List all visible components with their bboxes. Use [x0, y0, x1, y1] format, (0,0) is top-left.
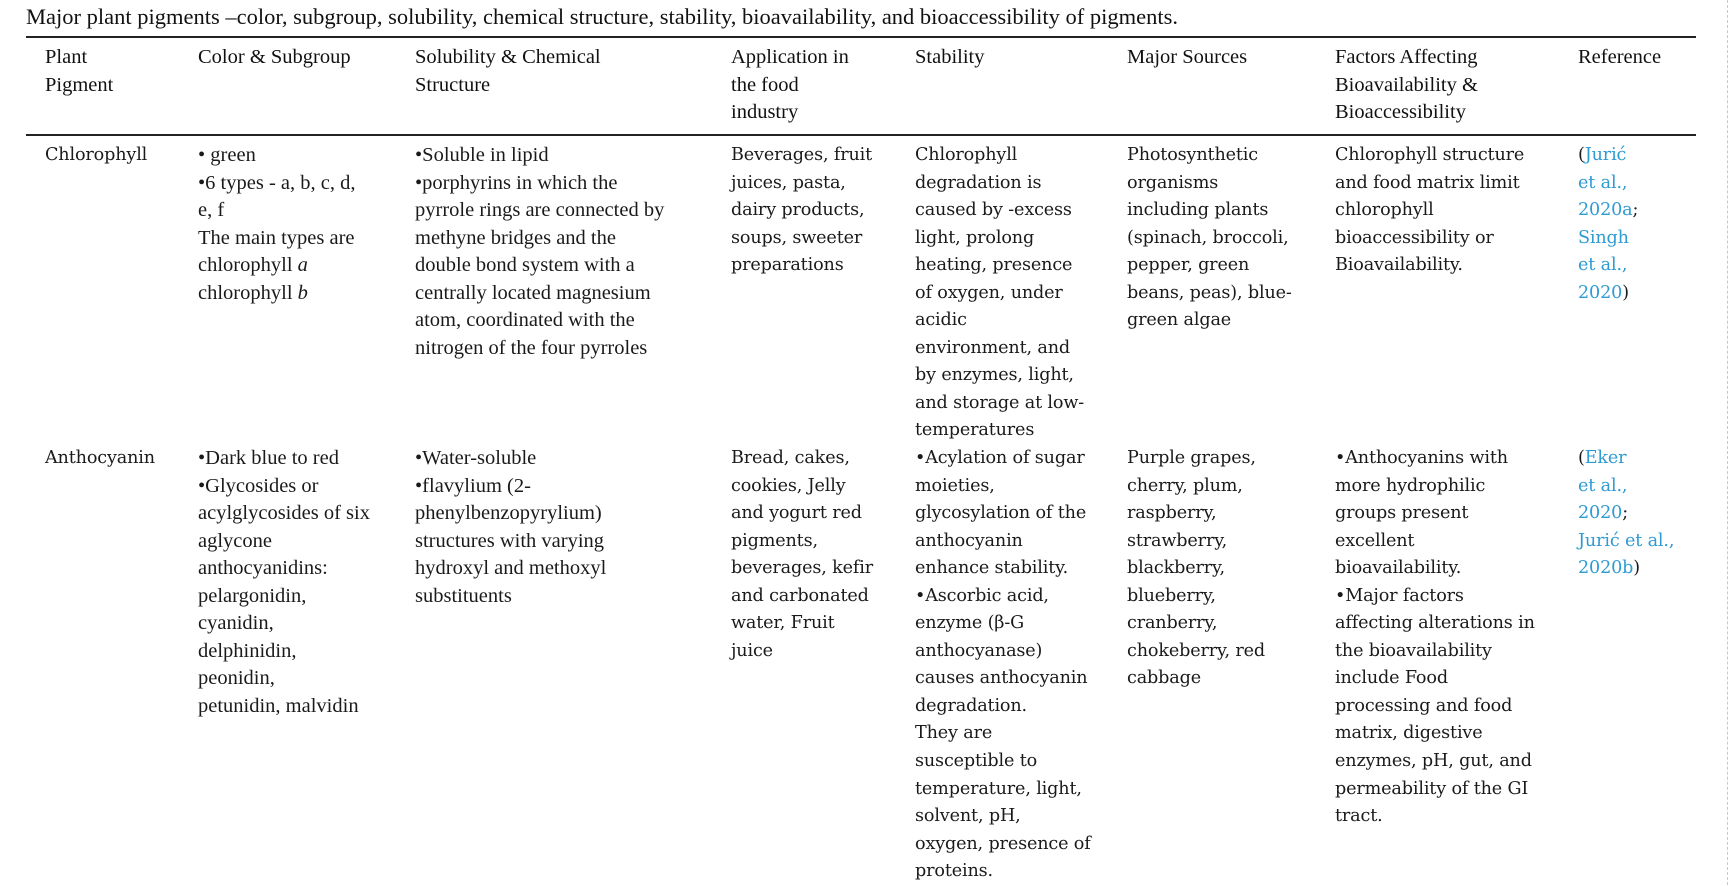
cell-line — [415, 280, 664, 308]
cell-text: cherry, plum, — [1127, 475, 1243, 496]
cell-line — [915, 776, 1091, 804]
cell-text: cabbage — [1127, 668, 1201, 689]
header-reference — [1578, 44, 1661, 72]
cell-text: chlorophyll — [1335, 200, 1434, 221]
cell-line — [731, 445, 873, 473]
cell-line — [1127, 638, 1265, 666]
cell-line — [1127, 445, 1265, 473]
cell-line — [915, 225, 1084, 253]
cell-line — [915, 252, 1084, 280]
cell-text: environment, and — [915, 337, 1071, 358]
cell-text: methyne bridges and the — [415, 226, 616, 249]
reference-link[interactable]: Jurić — [1584, 145, 1627, 165]
cell-text: water, Fruit — [731, 613, 835, 634]
reference-link[interactable]: 2020 — [1578, 282, 1623, 303]
header-line: Plant — [45, 46, 88, 68]
header-line: Application in — [731, 46, 849, 68]
factors-bioavailability-cell — [1335, 142, 1524, 280]
cell-line — [1127, 225, 1292, 253]
cell-text: pyrrole rings are connected by — [415, 199, 665, 222]
cell-line — [1127, 583, 1265, 611]
color-subgroup-cell — [198, 445, 370, 720]
pigment-name: Anthocyanin — [45, 448, 155, 468]
header-line: the food — [731, 73, 799, 96]
cell-line — [915, 445, 1091, 473]
cell-text: and carbonated — [731, 585, 869, 606]
cell-line — [198, 528, 370, 556]
reference-link[interactable]: et al., — [1578, 255, 1628, 276]
cell-text: substituents — [415, 584, 512, 607]
cell-line — [198, 500, 370, 528]
header-line: Stability — [915, 46, 985, 68]
cell-line — [1127, 665, 1265, 693]
cell-text: organisms — [1127, 172, 1219, 193]
cell-line — [1127, 528, 1265, 556]
cell-line — [1335, 500, 1535, 528]
cell-text: and yogurt red — [731, 503, 862, 524]
cell-line — [198, 445, 370, 473]
cell-text: •Glycosides or — [198, 474, 319, 497]
application-cell — [731, 142, 872, 280]
cell-text: temperature, light, — [915, 778, 1082, 799]
cell-line — [1127, 473, 1265, 501]
cell-line — [731, 252, 872, 280]
solubility-structure-cell — [415, 445, 606, 610]
header-line: Color & Subgroup — [198, 46, 351, 68]
cell-line — [1335, 803, 1535, 831]
header-plant-pigment — [45, 44, 113, 99]
cell-text: blueberry, — [1127, 585, 1216, 606]
cell-text: raspberry, — [1127, 503, 1217, 524]
cell-line — [731, 610, 873, 638]
cell-text: • green — [198, 144, 256, 166]
cell-text: acylglycosides of six — [198, 502, 370, 525]
header-factors-bioavailability — [1335, 44, 1478, 127]
header-line: Factors Affecting — [1335, 46, 1478, 68]
cell-text: •Dark blue to red — [198, 447, 339, 469]
cell-text: beverages, kefir — [731, 558, 874, 579]
reference-link[interactable]: Jurić et al., — [1578, 530, 1675, 551]
italic-variant-letter: a — [297, 254, 308, 277]
cell-text: structures with varying — [415, 529, 605, 552]
cell-line — [915, 858, 1091, 886]
cell-line — [198, 473, 370, 501]
cell-text: tract. — [1335, 806, 1383, 827]
cell-text: excellent — [1335, 530, 1415, 551]
cell-text: degradation. — [915, 695, 1028, 716]
cell-text: hydroxyl and methoxyl — [415, 557, 607, 580]
cell-text: e, f — [198, 199, 225, 222]
cell-line — [1335, 610, 1535, 638]
cell-text: matrix, digestive — [1335, 723, 1483, 744]
cell-line — [198, 197, 355, 225]
reference-line — [1578, 225, 1638, 253]
cell-line — [915, 528, 1091, 556]
cell-line — [731, 583, 873, 611]
cell-text: blackberry, — [1127, 558, 1225, 579]
cell-line — [731, 225, 872, 253]
cell-line — [915, 803, 1091, 831]
cell-text: by enzymes, light, — [915, 365, 1074, 386]
cell-line — [1335, 665, 1535, 693]
major-sources-cell — [1127, 445, 1265, 693]
cell-text: caused by -excess — [915, 200, 1072, 221]
cell-text: •6 types - a, b, c, d, — [198, 171, 356, 194]
reference-line — [1578, 197, 1638, 225]
cell-line — [1335, 142, 1524, 170]
cell-line — [415, 445, 606, 473]
pigment-name: Chlorophyll — [45, 145, 148, 165]
stability-cell — [915, 445, 1091, 886]
cell-text: solvent, pH, — [915, 806, 1021, 827]
color-subgroup-cell — [198, 142, 355, 307]
cell-line — [415, 142, 664, 170]
cell-text: •Water-soluble — [415, 447, 537, 469]
cell-text: pelargonidin, — [198, 584, 307, 607]
cell-text: centrally located magnesium — [415, 281, 651, 304]
cell-text: permeability of the GI — [1335, 778, 1529, 799]
cell-line — [915, 693, 1091, 721]
cell-line — [1127, 197, 1292, 225]
header-line: Bioaccessibility — [1335, 101, 1466, 123]
cell-text: Bioavailability. — [1335, 255, 1463, 276]
header-line: Bioavailability & — [1335, 73, 1478, 96]
cell-line — [915, 390, 1084, 418]
cell-line — [1335, 748, 1535, 776]
cell-line — [915, 335, 1084, 363]
cell-text: bioavailability. — [1335, 558, 1462, 579]
header-line: Pigment — [45, 73, 114, 96]
cell-line — [915, 583, 1091, 611]
cell-line — [415, 170, 664, 198]
cell-text: cyanidin, — [198, 612, 274, 635]
cell-line — [415, 197, 664, 225]
cell-line — [198, 665, 370, 693]
reference-punctuation: ) — [1622, 282, 1629, 303]
cell-text: preparations — [731, 255, 844, 276]
reference-punctuation: ; — [1632, 200, 1639, 221]
cell-text: cookies, Jelly — [731, 475, 846, 496]
cell-line — [198, 170, 355, 198]
cell-text: phenylbenzopyrylium) — [415, 502, 602, 525]
cell-line — [415, 555, 606, 583]
factors-bioavailability-cell — [1335, 445, 1535, 831]
cell-line — [915, 500, 1091, 528]
cell-line — [1335, 528, 1535, 556]
cell-line — [1335, 555, 1535, 583]
cell-line — [731, 555, 873, 583]
cell-text: enzyme (β-G — [915, 613, 1025, 634]
cell-text: Chlorophyll structure — [1335, 145, 1525, 165]
cell-line — [1335, 638, 1535, 666]
header-stability — [915, 44, 984, 72]
reference-link[interactable]: 2020b — [1578, 558, 1634, 579]
cell-line — [915, 417, 1084, 445]
table-top-rule — [26, 36, 1696, 38]
cell-line — [1335, 445, 1535, 473]
cell-text: petunidin, malvidin — [198, 694, 359, 717]
cell-text: •Soluble in lipid — [415, 144, 549, 166]
cell-line — [198, 583, 370, 611]
header-major-sources — [1127, 44, 1247, 72]
cell-text: Purple grapes, — [1127, 448, 1256, 468]
reference-punctuation: ( — [1578, 448, 1585, 468]
cell-line — [1335, 583, 1535, 611]
cell-text: and storage at low- — [915, 392, 1085, 413]
cell-text: susceptible to — [915, 751, 1038, 772]
cell-text: The main types are — [198, 226, 355, 249]
cell-text: juices, pasta, — [731, 172, 846, 193]
cell-text: pepper, green — [1127, 255, 1250, 276]
cell-text: pigments, — [731, 530, 818, 551]
cell-line — [198, 142, 355, 170]
cell-text: anthocyanidins: — [198, 557, 328, 580]
cell-line — [198, 693, 370, 721]
reference-link[interactable]: 2020 — [1578, 503, 1623, 524]
cell-text: delphinidin, — [198, 639, 297, 662]
cell-line — [415, 500, 606, 528]
cell-text: acidic — [915, 310, 967, 331]
cell-line — [1127, 170, 1292, 198]
cell-line — [915, 280, 1084, 308]
cell-line — [1335, 693, 1535, 721]
major-sources-cell — [1127, 142, 1292, 335]
cell-line — [1335, 252, 1524, 280]
cell-text: oxygen, presence of — [915, 833, 1091, 854]
reference-cell — [1578, 142, 1638, 307]
reference-link[interactable]: 2020a — [1578, 200, 1633, 221]
cell-line — [915, 748, 1091, 776]
cell-text: heating, presence — [915, 255, 1073, 276]
header-line: Major Sources — [1127, 46, 1248, 68]
cell-text: dairy products, — [731, 200, 865, 221]
cell-text: •Anthocyanins with — [1335, 448, 1508, 468]
cell-text: enhance stability. — [915, 558, 1069, 579]
cell-line — [415, 225, 664, 253]
cell-text: soups, sweeter — [731, 227, 863, 248]
cell-line — [731, 528, 873, 556]
stability-cell — [915, 142, 1084, 445]
reference-line — [1578, 528, 1674, 556]
cell-line — [1335, 197, 1524, 225]
cell-line — [1127, 307, 1292, 335]
cell-line — [731, 197, 872, 225]
cell-line — [915, 197, 1084, 225]
reference-line — [1578, 170, 1638, 198]
cell-text: the bioavailability — [1335, 640, 1492, 661]
reference-link[interactable]: Eker — [1584, 448, 1627, 468]
cell-text: aglycone — [198, 529, 272, 552]
cell-text: Photosynthetic — [1127, 145, 1258, 165]
header-application — [731, 44, 849, 127]
cell-line — [731, 170, 872, 198]
cell-text: bioaccessibility or — [1335, 227, 1494, 248]
cell-text: include Food — [1335, 668, 1448, 689]
cell-text: including plants — [1127, 200, 1269, 221]
solubility-structure-cell — [415, 142, 664, 362]
cell-line — [198, 638, 370, 666]
cell-line — [415, 307, 664, 335]
cell-text: light, prolong — [915, 227, 1035, 248]
cell-line — [915, 720, 1091, 748]
cell-text: green algae — [1127, 310, 1232, 331]
reference-line — [1578, 500, 1674, 528]
cell-line — [915, 555, 1091, 583]
cell-text: atom, coordinated with the — [415, 309, 635, 332]
reference-line — [1578, 142, 1638, 170]
cell-line — [1335, 225, 1524, 253]
cell-line — [415, 335, 664, 363]
table-caption: Major plant pigments –color, subgroup, solubility, chemical structure, stability, bioavailability, and bioaccessibility of pigments. — [26, 4, 1179, 29]
header-color-subgroup — [198, 44, 351, 72]
cell-line — [731, 500, 873, 528]
cell-text: double bond system with a — [415, 254, 635, 277]
reference-link[interactable]: et al., — [1578, 475, 1628, 496]
cell-text: proteins. — [915, 861, 993, 882]
cell-text: chlorophyll — [198, 281, 298, 304]
cell-text: anthocyanase) — [915, 640, 1043, 661]
italic-variant-letter: b — [297, 281, 308, 304]
header-line: Reference — [1578, 46, 1662, 68]
cell-line — [915, 142, 1084, 170]
cell-text: cranberry, — [1127, 613, 1218, 634]
reference-cell — [1578, 445, 1674, 583]
cell-line — [731, 473, 873, 501]
cell-text: juice — [731, 640, 773, 661]
header-line: Solubility & Chemical — [415, 46, 601, 68]
cell-line — [198, 610, 370, 638]
cell-line — [1335, 720, 1535, 748]
cell-line — [915, 665, 1091, 693]
reference-link[interactable]: Singh — [1578, 227, 1629, 248]
cell-line — [915, 473, 1091, 501]
cell-text: groups present — [1335, 503, 1469, 524]
cell-text: more hydrophilic — [1335, 475, 1486, 496]
cell-text: •Acylation of sugar — [915, 448, 1085, 468]
header-line: Structure — [415, 73, 491, 96]
application-cell — [731, 445, 873, 665]
reference-line — [1578, 445, 1674, 473]
table-header-rule — [26, 134, 1696, 136]
header-solubility-structure — [415, 44, 601, 99]
cell-line — [1335, 473, 1535, 501]
cell-line — [415, 528, 606, 556]
reference-line — [1578, 555, 1674, 583]
cell-line — [1127, 280, 1292, 308]
cell-text: Beverages, fruit — [731, 145, 873, 165]
cell-text: peonidin, — [198, 667, 275, 690]
cell-text: beans, peas), blue- — [1127, 282, 1292, 303]
reference-punctuation: ) — [1633, 558, 1641, 579]
cell-text: processing and food — [1335, 695, 1513, 716]
cell-text: They are — [915, 723, 993, 744]
cell-text: affecting alterations in — [1335, 613, 1535, 634]
reference-line — [1578, 473, 1674, 501]
cell-line — [731, 638, 873, 666]
cell-line — [915, 831, 1091, 859]
reference-line — [1578, 280, 1638, 308]
cell-line — [1127, 252, 1292, 280]
cell-line — [731, 142, 872, 170]
cell-line — [198, 225, 355, 253]
cell-text: anthocyanin — [915, 530, 1023, 551]
cell-text: temperatures — [915, 420, 1035, 441]
cell-line — [415, 473, 606, 501]
cell-text: and food matrix limit — [1335, 172, 1520, 193]
cell-text: glycosylation of the — [915, 503, 1087, 524]
cell-line — [198, 280, 355, 308]
reference-punctuation: ; — [1622, 503, 1628, 524]
cell-line — [1127, 610, 1265, 638]
cell-line — [1127, 500, 1265, 528]
cell-line — [1127, 142, 1292, 170]
cell-text: Bread, cakes, — [731, 448, 850, 468]
reference-line — [1578, 252, 1638, 280]
cell-line — [915, 307, 1084, 335]
cell-text: strawberry, — [1127, 530, 1228, 551]
cell-text: •flavylium (2- — [415, 474, 531, 497]
page-edge-divider — [1727, 0, 1728, 885]
cell-line — [915, 362, 1084, 390]
cell-text: •Ascorbic acid, — [915, 585, 1049, 606]
cell-text: causes anthocyanin — [915, 668, 1088, 689]
header-line: industry — [731, 101, 799, 123]
cell-text: chlorophyll — [198, 254, 298, 277]
cell-line — [915, 170, 1084, 198]
reference-link[interactable]: et al., — [1578, 172, 1628, 193]
cell-text: enzymes, pH, gut, and — [1335, 751, 1532, 772]
cell-text: (spinach, broccoli, — [1127, 227, 1289, 248]
cell-text: nitrogen of the four pyrroles — [415, 336, 648, 359]
cell-text: moieties, — [915, 475, 995, 496]
cell-line — [1335, 170, 1524, 198]
cell-line — [915, 638, 1091, 666]
cell-text: chokeberry, red — [1127, 640, 1265, 661]
cell-line — [198, 252, 355, 280]
cell-line — [198, 555, 370, 583]
cell-text: •Major factors — [1335, 585, 1464, 606]
cell-text: •porphyrins in which the — [415, 171, 618, 194]
cell-line — [1335, 776, 1535, 804]
cell-line — [1127, 555, 1265, 583]
cell-text: degradation is — [915, 172, 1042, 193]
cell-line — [415, 252, 664, 280]
cell-text: Chlorophyll — [915, 145, 1018, 165]
reference-punctuation: ( — [1578, 145, 1585, 165]
cell-line — [915, 610, 1091, 638]
cell-text: of oxygen, under — [915, 282, 1063, 303]
cell-line — [415, 583, 606, 611]
